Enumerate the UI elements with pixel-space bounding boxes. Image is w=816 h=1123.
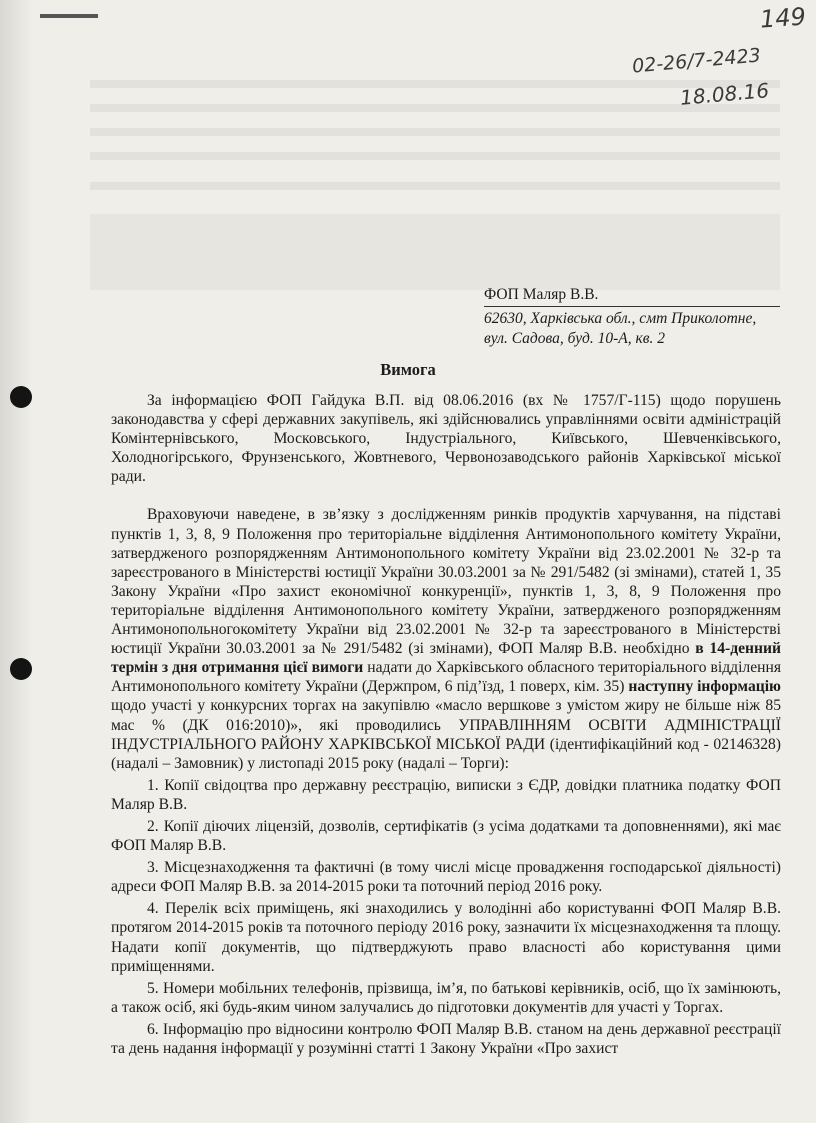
punch-hole bbox=[10, 386, 32, 408]
paragraph-intro: За інформацією ФОП Гайдука В.П. від 08.06.2016 (вх № 1757/Г-115) щодо порушень законодавства у сфері державних закупівель, які здійснювались управліннями освіти адміністрацій Комінтернівського, Московського, Індустріального, Київського, Шевченківського, Холодногірського, Фрунзенського, Жовтневого, Червонозаводського районів Харківської міської ради. bbox=[111, 392, 781, 486]
bleed-through-line bbox=[90, 80, 780, 88]
paragraph-main-part-3: щодо участі у конкурсних торгах на закупівлю «масло вершкове з умістом жиру не більше ніж 85 мас % (ДК 016:2010)», які проводились УПРАВЛІННЯМ ОСВІТИ АДМІНІСТРАЦІЇ ІНДУСТРІАЛЬНОГО РАЙОНУ ХАРКІВСЬКОЇ МІСЬКОЇ РАДИ (ідентифікаційний код - 02146328) (надалі – Замовник) у листопаді 2015 року (надалі – Торги): bbox=[111, 697, 781, 772]
document-body bbox=[111, 391, 781, 1058]
bleed-through-line bbox=[90, 104, 780, 112]
paragraph-main-part-2: надати до Харківського обласного територіального відділення Антимонопольного комітету України (Держпром, 6 під’їзд, 1 поверх, кім. 35) bbox=[111, 659, 782, 696]
addressee-name: ФОП Маляр В.В. bbox=[484, 285, 780, 307]
paragraph-main-part-1: Враховуючи наведене, в зв’язку з дослідженням ринків продуктів харчування, на підставі пунктів 1, 3, 8, 9 Положення про територіальне відділення Антимонопольного комітету України, затвердженого розпорядженням Антимонопольного комітету України від 23.02.2001 № 32-р та зареєстрованого в Міністерстві юстиції України 30.03.2001 за № 291/5482 (зі змінами), статей 1, 35 Закону України «Про захист економічної конкуренції», пунктів 1, 3, 8, 9 Положення про територіальне відділення Антимонопольного комітету України, затвердженого розпорядженням Антимонопольногокомітету України від 23.02.2001 № 32-р та зареєстрованого в Міністерстві юстиції України 30.03.2001 за № 291/5482 (зі змінами), ФОП Маляр В.В. необхідно bbox=[111, 506, 781, 658]
bleed-through-line bbox=[90, 128, 780, 136]
addressee-address-line-2: вул. Садова, буд. 10-А, кв. 2 bbox=[484, 330, 665, 347]
handwritten-registration-date: 18.08.16 bbox=[679, 78, 770, 110]
punch-hole bbox=[10, 658, 32, 680]
list-item: 3. Місцезнаходження та фактичні (в тому числі місце провадження господарської діяльності) адреси ФОП Маляр В.В. за 2014-2015 роки та поточний період 2016 року. bbox=[111, 859, 781, 896]
top-mark bbox=[40, 14, 98, 18]
list-item: 1. Копії свідоцтва про державну реєстрацію, виписки з ЄДР, довідки платника податку ФОП Маляр В.В. bbox=[111, 776, 781, 813]
addressee-block bbox=[484, 285, 780, 349]
paragraph-main bbox=[111, 505, 781, 772]
handwritten-page-number: 149 bbox=[759, 2, 807, 34]
list-item: 2. Копії діючих ліцензій, дозволів, сертифікатів (з усіма додатками та доповненнями), які має ФОП Маляр В.В. bbox=[111, 817, 781, 855]
scan-edge-shadow bbox=[0, 0, 32, 1123]
document-title: Вимога bbox=[380, 360, 436, 379]
bleed-through-line bbox=[90, 152, 780, 160]
list-item: 4. Перелік всіх приміщень, які знаходились у володінні або користуванні ФОП Маляр В.В. протягом 2014-2015 років та поточного періоду 2016 року, зазначити їх місцезнаходження та площу. Надати копії документів, що підтверджують право власності або користування цими приміщеннями. bbox=[111, 900, 781, 975]
bleed-through-table bbox=[90, 214, 780, 290]
paragraph-main-deadline: в 14-денний термін з дня отримання цієї вимоги bbox=[111, 640, 781, 677]
addressee-address-line-1: 62630, Харківська обл., смт Приколотне, bbox=[484, 310, 757, 327]
handwritten-registration-number: 02-26/7-2423 bbox=[631, 44, 762, 78]
list-item: 6. Інформацію про відносини контролю ФОП Маляр В.В. станом на день державної реєстрації та день надання інформації у розумінні статті 1 Закону України «Про захист bbox=[111, 1020, 781, 1057]
bleed-through-line bbox=[90, 182, 780, 190]
list-item: 5. Номери мобільних телефонів, прізвища, ім’я, по батькові керівників, осіб, що їх замінюють, а також осіб, які будь-яким чином залучались до підготовки документів для участі у Торгах. bbox=[111, 979, 781, 1016]
paragraph-main-info-request: наступну інформацію bbox=[628, 678, 781, 696]
